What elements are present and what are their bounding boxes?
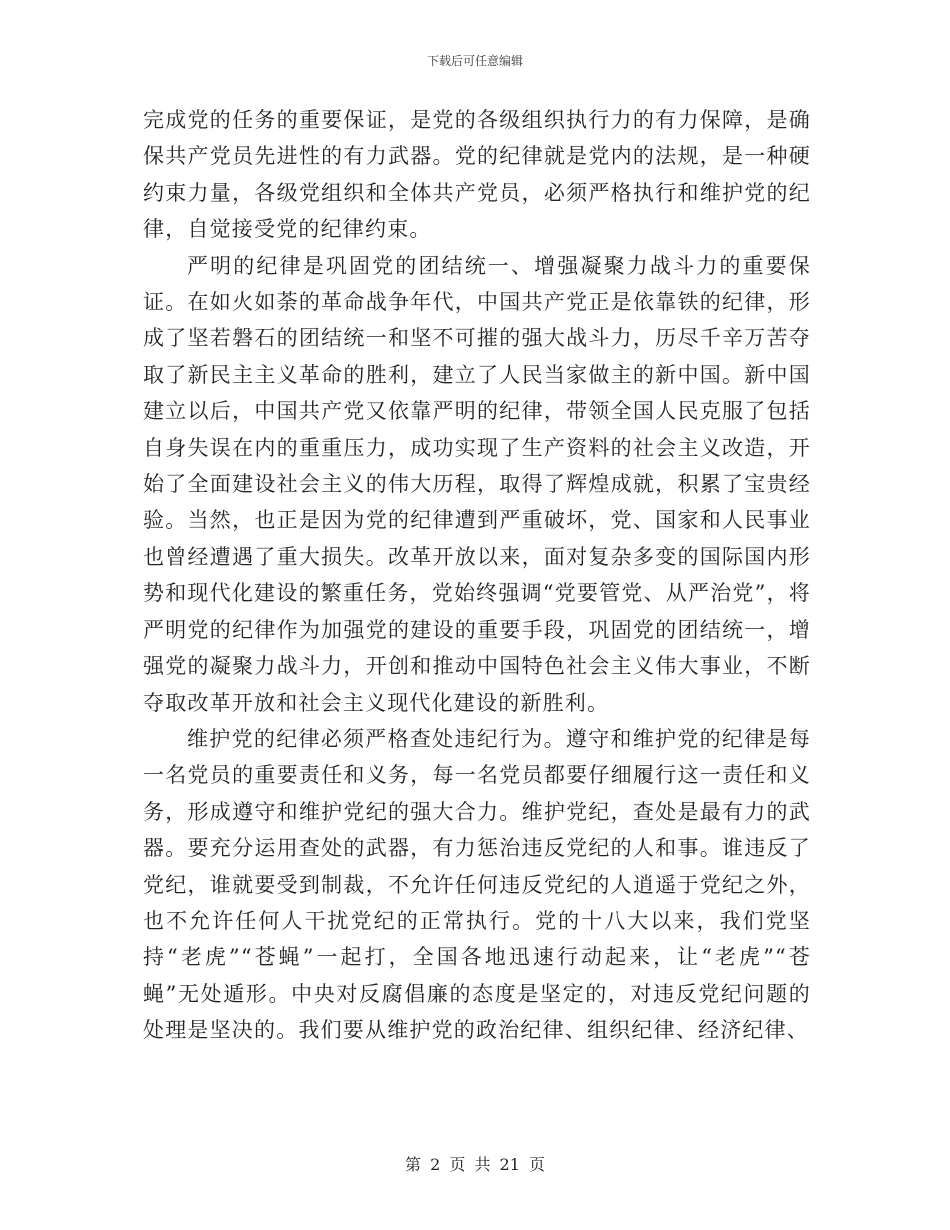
document-body — [143, 102, 811, 1049]
paragraph-1: 完成党的任务的重要保证，是党的各级组织执行力的有力保障，是确保共产党员先进性的有力武器。党的纪律就是党内的法规，是一种硬约束力量，各级党组织和全体共产党员，必须严格执行和维护党的纪律，自觉接受党的纪律约束。 — [143, 108, 811, 242]
paragraph-3: 维护党的纪律必须严格查处违纪行为。遵守和维护党的纪律是每一名党员的重要责任和义务，每一名党员都要仔细履行这一责任和义务，形成遵守和维护党纪的强大合力。维护党纪，查处是最有力的武器。要充分运用查处的武器，有力惩治违反党纪的人和事。谁违反了党纪，谁就要受到制裁，不允许任何违反党纪的人逍遥于党纪之外，也不允许任何人干扰党纪的正常执行。党的十八大以来，我们党坚持“老虎”“苍蝇”一起打，全国各地迅速行动起来，让“老虎”“苍蝇”无处遁形。中央对反腐倡廉的态度是坚定的，对违反党纪问题的处理是坚决的。我们要从维护党的政治纪律、组织纪律、经济纪律、 — [143, 726, 811, 1043]
page-footer: 第 2 页 共 21 页 — [405, 1155, 545, 1174]
page-header: 下载后可任意编辑 — [426, 54, 523, 68]
paragraph-2: 严明的纪律是巩固党的团结统一、增强凝聚力战斗力的重要保证。在如火如荼的革命战争年代，中国共产党正是依靠铁的纪律，形成了坚若磐石的团结统一和坚不可摧的强大战斗力，历尽千辛万苦夺取了新民主主义革命的胜利，建立了人民当家做主的新中国。新中国建立以后，中国共产党又依靠严明的纪律，带领全国人民克服了包括自身失误在内的重重压力，成功实现了生产资料的社会主义改造，开始了全面建设社会主义的伟大历程，取得了辉煌成就，积累了宝贵经验。当然，也正是因为党的纪律遭到严重破坏，党、国家和人民事业也曾经遭遇了重大损失。改革开放以来，面对复杂多变的国际国内形势和现代化建设的繁重任务，党始终强调“党要管党、从严治党”，将严明党的纪律作为加强党的建设的重要手段，巩固党的团结统一，增强党的凝聚力战斗力，开创和推动中国特色社会主义伟大事业，不断夺取改革开放和社会主义现代化建设的新胜利。 — [143, 253, 811, 715]
